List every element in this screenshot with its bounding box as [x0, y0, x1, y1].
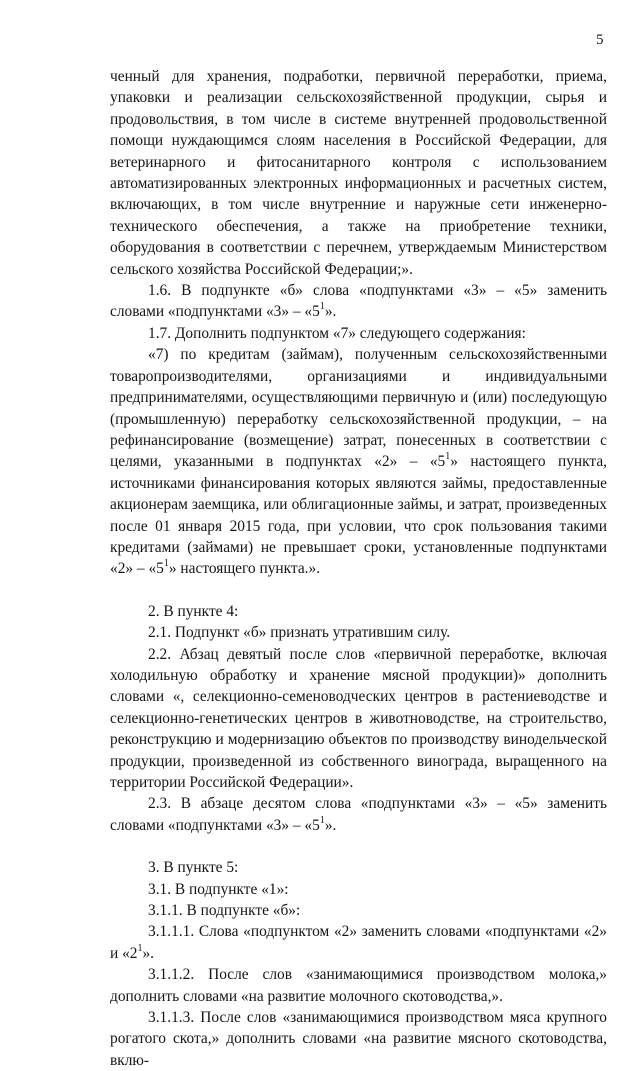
document-body — [110, 66, 607, 1071]
paragraph-gap — [110, 836, 607, 857]
paragraph: 3.1.1.1. Слова «подпунктом «2» заменить словами «подпунктами «2» и «$2^1$». — [110, 923, 607, 962]
paragraph: 2. В пункте 4: — [148, 602, 239, 620]
paragraph: 3.1. В подпункте «1»: — [148, 880, 289, 898]
paragraph: 3. В пункте 5: — [148, 859, 239, 877]
paragraph: 2.2. Абзац девятый после слов «первичной переработке, включая холодильную обработку и хранение мясной продукции)» дополнить словами «, селекционно-семеноводческих центров в растениеводстве и селекционно-генетических центров в животноводстве, на строительство, реконструкцию и модернизацию объектов по производству винодельческой продукции, произведенной из собственного винограда, выращенного на территории Российской Федерации». — [110, 645, 607, 791]
paragraph: «7) по кредитам (займам), полученным сельскохозяйственными товаропроизводителями, организациями и индивидуальными предпринимателями, осуществляющими первичную и (или) последующую (промышленную) переработку сельскохозяйственной продукции, – на рефинансирование (возмещение) затрат, понесенных в соответствии с целями, указанными в подпунктах «2» – «$5^1$» настоящего пункта, источниками финансирования которых являются займы, предоставленные акционерам заемщика, или облигационные займы, и затрат, произведенных после 01 января 2015 года, при условии, что срок пользования такими кредитами (займами) не превышает сроки, установленные подпунктами «2» – «$5^1$» настоящего пункта.». — [110, 346, 607, 578]
paragraph: 1.6. В подпункте «б» слова «подпунктами «3» – «5» заменить словами «подпунктами «3» – «$5^1$». — [110, 282, 607, 321]
paragraph: 2.3. В абзаце десятом слова «подпунктами «3» – «5» заменить словами «подпунктами «3» – «$5^1$». — [110, 795, 607, 834]
paragraph: 3.1.1.3. После слов «занимающимися производством мяса крупного рогатого скота,» дополнить словами «на развитие мясного скотоводства, вклю- — [110, 1009, 607, 1069]
paragraph: 2.1. Подпункт «б» признать утратившим силу. — [148, 624, 451, 642]
paragraph-gap — [110, 580, 607, 601]
page-number: 5 — [596, 32, 604, 48]
paragraph: ченный для хранения, подработки, первичной переработки, приема, упаковки и реализации сельскохозяйственной продукции, сырья и продовольствия, в том числе в системе внутренней продовольственной помощи нуждающимся слоям населения в Российской Федерации, для ветеринарного и фитосанитарного контроля с использованием автоматизированных электронных информационных и расчетных систем, включающих, в том числе внутренние и наружные сети инженерно-технического обеспечения, а также на приобретение техники, оборудования в соответствии с перечнем, утверждаемым Министерством сельского хозяйства Российской Федерации;». — [110, 68, 607, 278]
paragraph: 3.1.1. В подпункте «б»: — [148, 902, 301, 920]
paragraph: 1.7. Дополнить подпунктом «7» следующего содержания: — [148, 324, 526, 342]
paragraph: 3.1.1.2. После слов «занимающимися производством молока,» дополнить словами «на развитие молочного скотоводства,». — [110, 966, 607, 1005]
